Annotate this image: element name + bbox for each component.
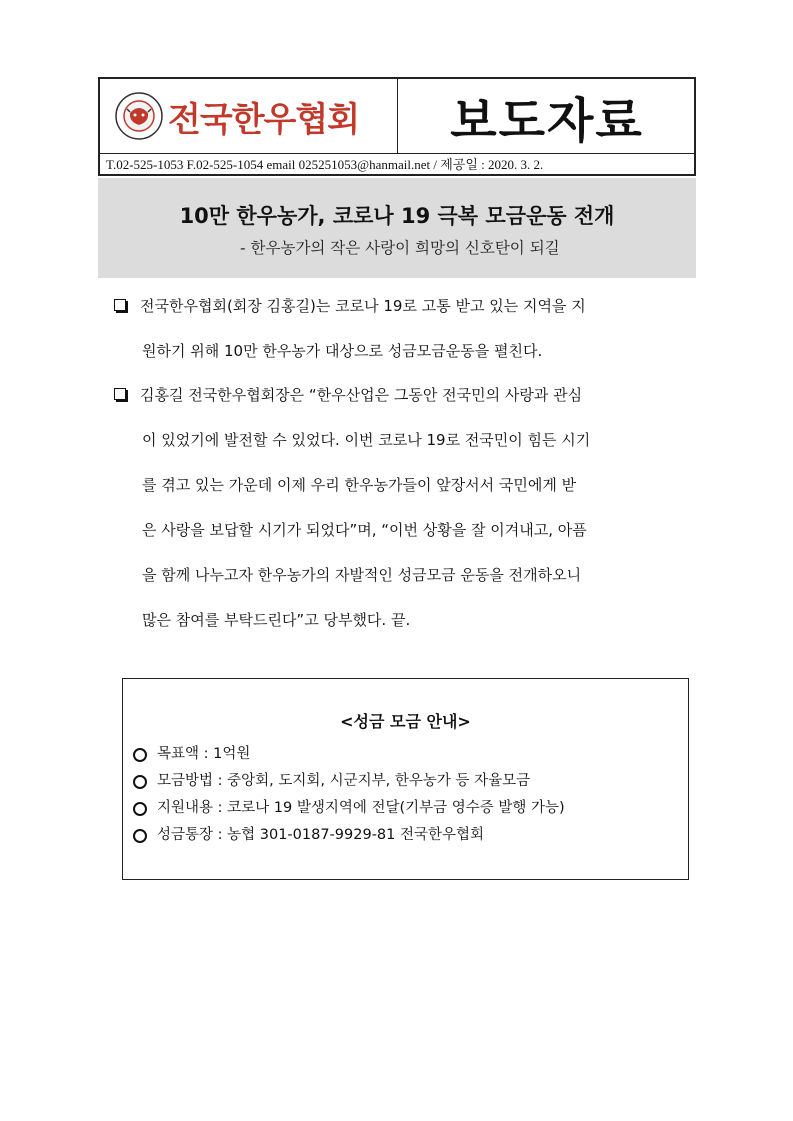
organization-name: 전국한우협회 xyxy=(168,99,360,140)
paragraph-line: 원하기 위해 10만 한우농가 대상으로 성금모금운동을 펼친다. xyxy=(142,342,543,360)
organization-logo xyxy=(114,87,384,145)
paragraph-line xyxy=(114,284,704,329)
square-bullet-icon xyxy=(114,388,126,400)
press-subheadline: - 한우농가의 작은 사랑이 희망의 신호탄이 되길 xyxy=(240,239,560,257)
list-item-text: 목표액 : 1억원 xyxy=(157,746,251,762)
paragraph-line: 을 함께 나누고자 한우농가의 자발적인 성금모금 운동을 전개하오니 xyxy=(142,566,582,584)
header-divider xyxy=(397,79,398,153)
press-header xyxy=(98,77,696,176)
paragraph-1 xyxy=(114,284,704,374)
circle-bullet-icon xyxy=(133,802,147,816)
paragraph-line: 를 겪고 있는 가운데 이제 우리 한우농가들이 앞장서서 국민에게 받 xyxy=(142,476,577,494)
contact-info: T.02-525-1053 F.02-525-1054 email 025251053@hanmail.net / 제공일 : 2020. 3. 2. xyxy=(106,157,544,172)
paragraph-line: 이 있었기에 발전할 수 있었다. 이번 코로나 19로 전국민이 힘든 시기 xyxy=(142,431,591,449)
donation-info-list xyxy=(133,741,565,849)
list-item xyxy=(133,768,565,795)
list-item-text: 모금방법 : 중앙회, 도지회, 시군지부, 한우농가 등 자율모금 xyxy=(157,773,531,789)
press-headline: 10만 한우농가, 코로나 19 극복 모금운동 전개 xyxy=(179,204,615,228)
paragraph-text: 전국한우협회(회장 김홍길)는 코로나 19로 고통 받고 있는 지역을 지 xyxy=(140,297,586,315)
list-item-text: 지원내용 : 코로나 19 발생지역에 전달(기부금 영수증 발행 가능) xyxy=(157,800,565,816)
list-item-text: 성금통장 : 농협 301-0187-9929-81 전국한우협회 xyxy=(157,827,485,843)
header-top-row xyxy=(100,79,694,154)
list-item xyxy=(133,795,565,822)
association-emblem-icon xyxy=(114,91,164,141)
donation-info-box xyxy=(122,678,689,880)
donation-info-title: <성금 모금 안내> xyxy=(340,712,471,731)
paragraph-line: 은 사랑을 보답할 시기가 되었다”며, “이번 상황을 잘 이겨내고, 아픔 xyxy=(142,521,587,539)
list-item xyxy=(133,822,565,849)
paragraph-2 xyxy=(114,373,704,643)
headline-band xyxy=(98,178,696,278)
list-item xyxy=(133,741,565,768)
circle-bullet-icon xyxy=(133,775,147,789)
square-bullet-icon xyxy=(114,299,126,311)
paragraph-line xyxy=(114,373,704,418)
document-type-title: 보도자료 xyxy=(450,92,644,149)
paragraph-text: 김홍길 전국한우협회장은 “한우산업은 그동안 전국민의 사랑과 관심 xyxy=(140,386,583,404)
circle-bullet-icon xyxy=(133,829,147,843)
paragraph-line: 많은 참여를 부탁드린다”고 당부했다. 끝. xyxy=(142,611,411,629)
circle-bullet-icon xyxy=(133,748,147,762)
